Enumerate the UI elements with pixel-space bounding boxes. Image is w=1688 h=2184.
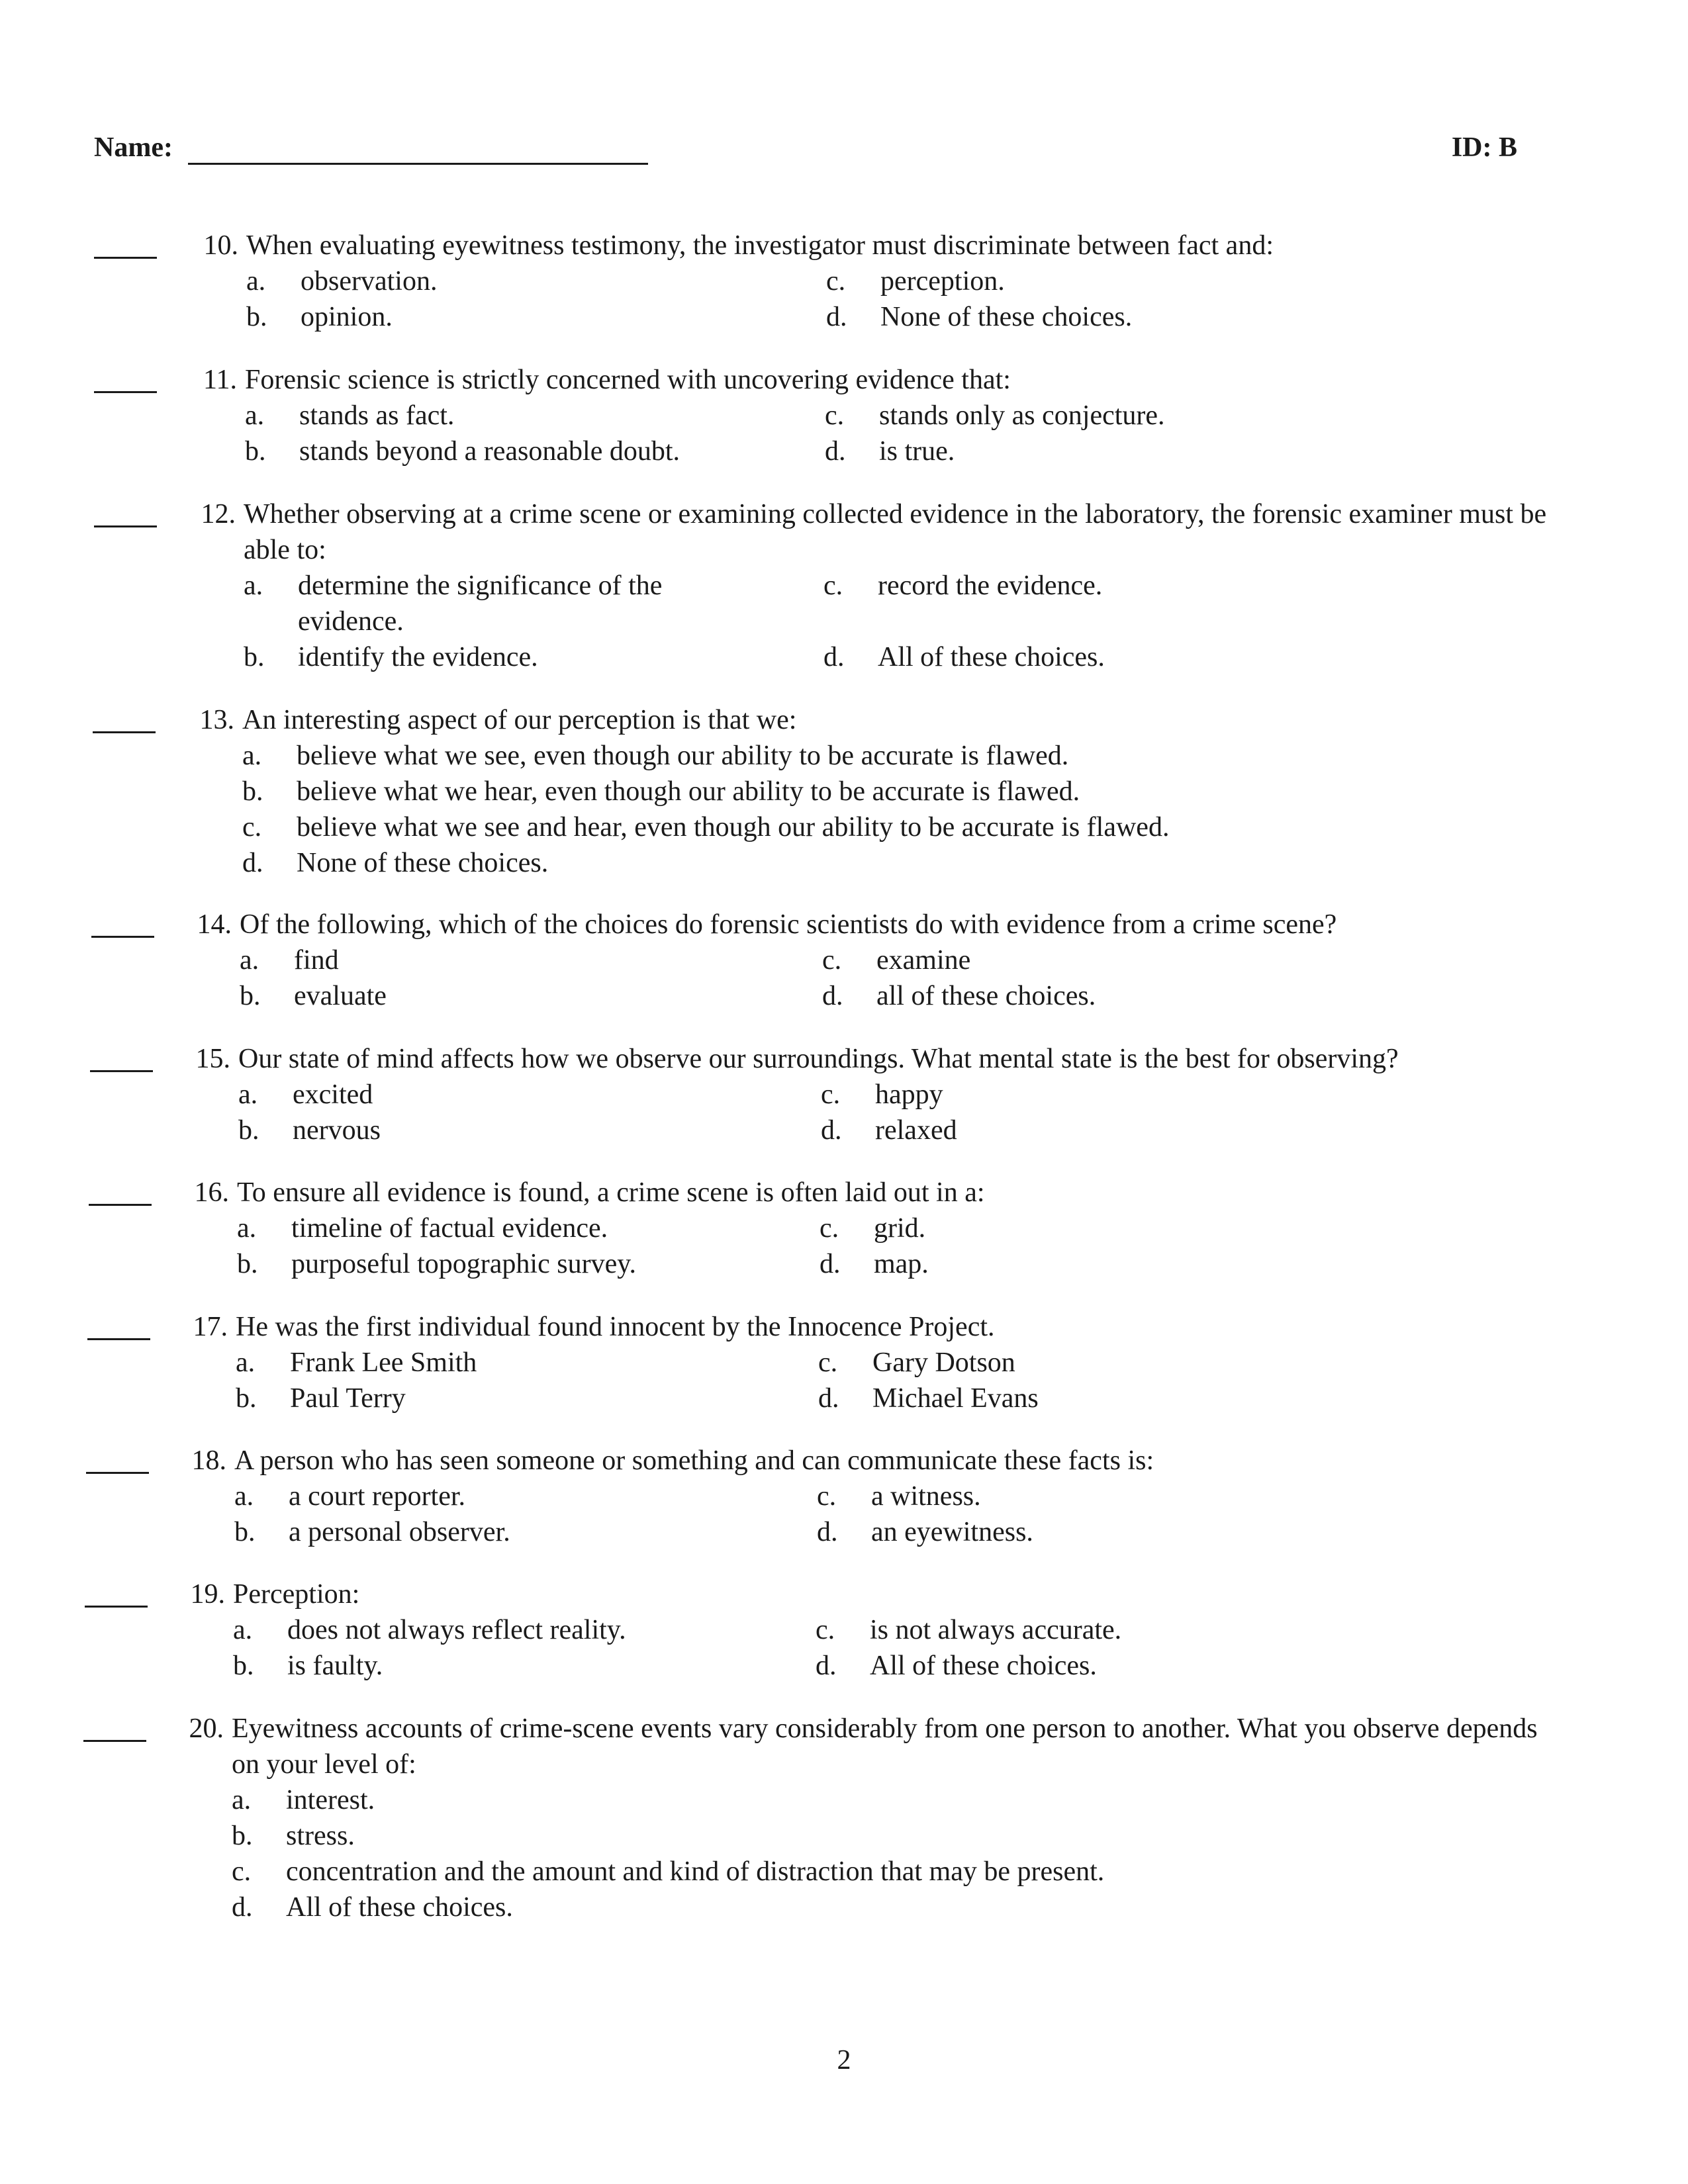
option-text: Frank Lee Smith bbox=[290, 1347, 477, 1378]
option-letter: c. bbox=[820, 1213, 839, 1244]
option-text: all of these choices. bbox=[876, 981, 1096, 1011]
option-text: stands as fact. bbox=[299, 400, 455, 431]
option-text: All of these choices. bbox=[878, 642, 1105, 672]
option-letter: d. bbox=[826, 302, 847, 332]
option-letter: d. bbox=[818, 1383, 839, 1414]
option-text: observation. bbox=[301, 266, 438, 296]
question-number: 14. bbox=[197, 909, 232, 940]
answer-blank[interactable] bbox=[90, 1070, 153, 1072]
option-letter: a. bbox=[236, 1347, 256, 1378]
option-text: interest. bbox=[286, 1785, 375, 1815]
option-letter: b. bbox=[240, 981, 261, 1011]
question-number: 17. bbox=[193, 1312, 228, 1342]
option-text: does not always reflect reality. bbox=[287, 1615, 626, 1645]
option-letter: d. bbox=[817, 1517, 838, 1547]
option-letter: b. bbox=[237, 1249, 258, 1279]
option-letter: b. bbox=[244, 642, 265, 672]
option-text: an eyewitness. bbox=[871, 1517, 1033, 1547]
option-text: is faulty. bbox=[287, 1651, 383, 1681]
option-letter: b. bbox=[246, 302, 267, 332]
option-text: All of these choices. bbox=[286, 1892, 513, 1923]
option-letter: a. bbox=[244, 570, 263, 601]
option-text: relaxed bbox=[875, 1115, 957, 1146]
question-number: 11. bbox=[203, 365, 237, 395]
option-letter: c. bbox=[823, 570, 843, 601]
answer-blank[interactable] bbox=[83, 1740, 146, 1742]
option-letter: c. bbox=[825, 400, 845, 431]
option-letter: d. bbox=[823, 642, 845, 672]
option-letter: c. bbox=[242, 812, 262, 842]
question-number: 16. bbox=[194, 1177, 229, 1208]
question-number: 13. bbox=[199, 705, 234, 735]
option-text: evaluate bbox=[294, 981, 387, 1011]
id-label: ID: B bbox=[1451, 132, 1517, 163]
option-letter: c. bbox=[822, 945, 842, 976]
option-letter: b. bbox=[245, 436, 266, 467]
option-text: stands beyond a reasonable doubt. bbox=[299, 436, 680, 467]
question-stem: Eyewitness accounts of crime-scene events vary considerably from one person to another. What you observe depends on your level of: bbox=[232, 1713, 1538, 1780]
option-letter: a. bbox=[245, 400, 265, 431]
option-letter: d. bbox=[821, 1115, 842, 1146]
option-text: is not always accurate. bbox=[870, 1615, 1122, 1645]
option-letter: b. bbox=[236, 1383, 257, 1414]
option-letter: b. bbox=[242, 776, 263, 807]
option-text: map. bbox=[874, 1249, 929, 1279]
option-text: a witness. bbox=[871, 1481, 981, 1512]
name-label: Name: bbox=[94, 132, 173, 163]
option-letter: a. bbox=[246, 266, 266, 296]
option-letter: d. bbox=[825, 436, 846, 467]
option-letter: d. bbox=[822, 981, 843, 1011]
option-text: stands only as conjecture. bbox=[879, 400, 1165, 431]
question-number: 20. bbox=[189, 1713, 224, 1744]
option-text: perception. bbox=[880, 266, 1005, 296]
question-stem: To ensure all evidence is found, a crime scene is often laid out in a: bbox=[237, 1177, 985, 1208]
option-letter: d. bbox=[816, 1651, 837, 1681]
option-text: purposeful topographic survey. bbox=[291, 1249, 636, 1279]
question-number: 12. bbox=[201, 499, 236, 529]
page-number: 2 bbox=[837, 2045, 851, 2075]
answer-blank[interactable] bbox=[86, 1472, 149, 1474]
option-letter: a. bbox=[242, 741, 262, 771]
option-letter: a. bbox=[238, 1079, 258, 1110]
option-text: timeline of factual evidence. bbox=[291, 1213, 608, 1244]
answer-blank[interactable] bbox=[89, 1204, 152, 1206]
option-text: record the evidence. bbox=[878, 570, 1103, 601]
option-text: believe what we hear, even though our ability to be accurate is flawed. bbox=[297, 776, 1080, 807]
option-text: grid. bbox=[874, 1213, 926, 1244]
option-text: believe what we see and hear, even though our ability to be accurate is flawed. bbox=[297, 812, 1170, 842]
question-stem: Of the following, which of the choices do forensic scientists do with evidence from a crime scene? bbox=[240, 909, 1337, 940]
option-letter: b. bbox=[234, 1517, 256, 1547]
option-text: Michael Evans bbox=[872, 1383, 1039, 1414]
option-text: a court reporter. bbox=[289, 1481, 466, 1512]
question-stem: Whether observing at a crime scene or examining collected evidence in the laboratory, the forensic examiner must be able to: bbox=[244, 499, 1547, 565]
option-letter: d. bbox=[820, 1249, 841, 1279]
option-text: None of these choices. bbox=[880, 302, 1133, 332]
answer-blank[interactable] bbox=[94, 525, 157, 527]
option-text: Gary Dotson bbox=[872, 1347, 1015, 1378]
option-text: determine the significance of the evidence. bbox=[298, 570, 663, 637]
option-letter: d. bbox=[232, 1892, 253, 1923]
option-text: excited bbox=[293, 1079, 373, 1110]
option-text: concentration and the amount and kind of distraction that may be present. bbox=[286, 1856, 1105, 1887]
question-stem: He was the first individual found innocent by the Innocence Project. bbox=[236, 1312, 995, 1342]
option-letter: a. bbox=[233, 1615, 253, 1645]
question-stem: Forensic science is strictly concerned with uncovering evidence that: bbox=[245, 365, 1011, 395]
option-letter: d. bbox=[242, 848, 263, 878]
option-letter: c. bbox=[818, 1347, 838, 1378]
option-letter: a. bbox=[234, 1481, 254, 1512]
option-letter: c. bbox=[817, 1481, 837, 1512]
question-number: 19. bbox=[190, 1579, 225, 1610]
option-letter: b. bbox=[233, 1651, 254, 1681]
option-text: nervous bbox=[293, 1115, 381, 1146]
name-field[interactable] bbox=[188, 163, 648, 165]
option-text: a personal observer. bbox=[289, 1517, 510, 1547]
option-text: happy bbox=[875, 1079, 943, 1110]
answer-blank[interactable] bbox=[94, 391, 157, 393]
answer-blank[interactable] bbox=[93, 731, 156, 733]
option-letter: c. bbox=[826, 266, 846, 296]
option-letter: c. bbox=[232, 1856, 252, 1887]
question-number: 18. bbox=[191, 1445, 226, 1476]
option-text: stress. bbox=[286, 1821, 355, 1851]
option-text: opinion. bbox=[301, 302, 393, 332]
question-stem: A person who has seen someone or something and can communicate these facts is: bbox=[234, 1445, 1154, 1476]
option-letter: a. bbox=[237, 1213, 257, 1244]
option-text: is true. bbox=[879, 436, 955, 467]
option-text: Paul Terry bbox=[290, 1383, 406, 1414]
question-stem: When evaluating eyewitness testimony, the investigator must discriminate between fact and: bbox=[246, 230, 1274, 261]
answer-blank[interactable] bbox=[94, 257, 157, 259]
option-letter: c. bbox=[821, 1079, 841, 1110]
option-text: None of these choices. bbox=[297, 848, 549, 878]
option-text: examine bbox=[876, 945, 971, 976]
answer-blank[interactable] bbox=[85, 1606, 148, 1608]
option-letter: b. bbox=[232, 1821, 253, 1851]
option-text: believe what we see, even though our ability to be accurate is flawed. bbox=[297, 741, 1069, 771]
answer-blank[interactable] bbox=[91, 936, 154, 938]
answer-blank[interactable] bbox=[87, 1338, 150, 1340]
question-stem: Perception: bbox=[233, 1579, 360, 1610]
option-text: All of these choices. bbox=[870, 1651, 1097, 1681]
question-number: 10. bbox=[203, 230, 238, 261]
question-stem: Our state of mind affects how we observe our surroundings. What mental state is the best for observing? bbox=[238, 1044, 1399, 1074]
option-letter: b. bbox=[238, 1115, 259, 1146]
option-letter: a. bbox=[240, 945, 259, 976]
question-number: 15. bbox=[195, 1044, 230, 1074]
option-text: identify the evidence. bbox=[298, 642, 538, 672]
option-text: find bbox=[294, 945, 339, 976]
question-stem: An interesting aspect of our perception is that we: bbox=[242, 705, 797, 735]
option-letter: c. bbox=[816, 1615, 835, 1645]
option-letter: a. bbox=[232, 1785, 252, 1815]
page-header bbox=[94, 130, 1517, 169]
